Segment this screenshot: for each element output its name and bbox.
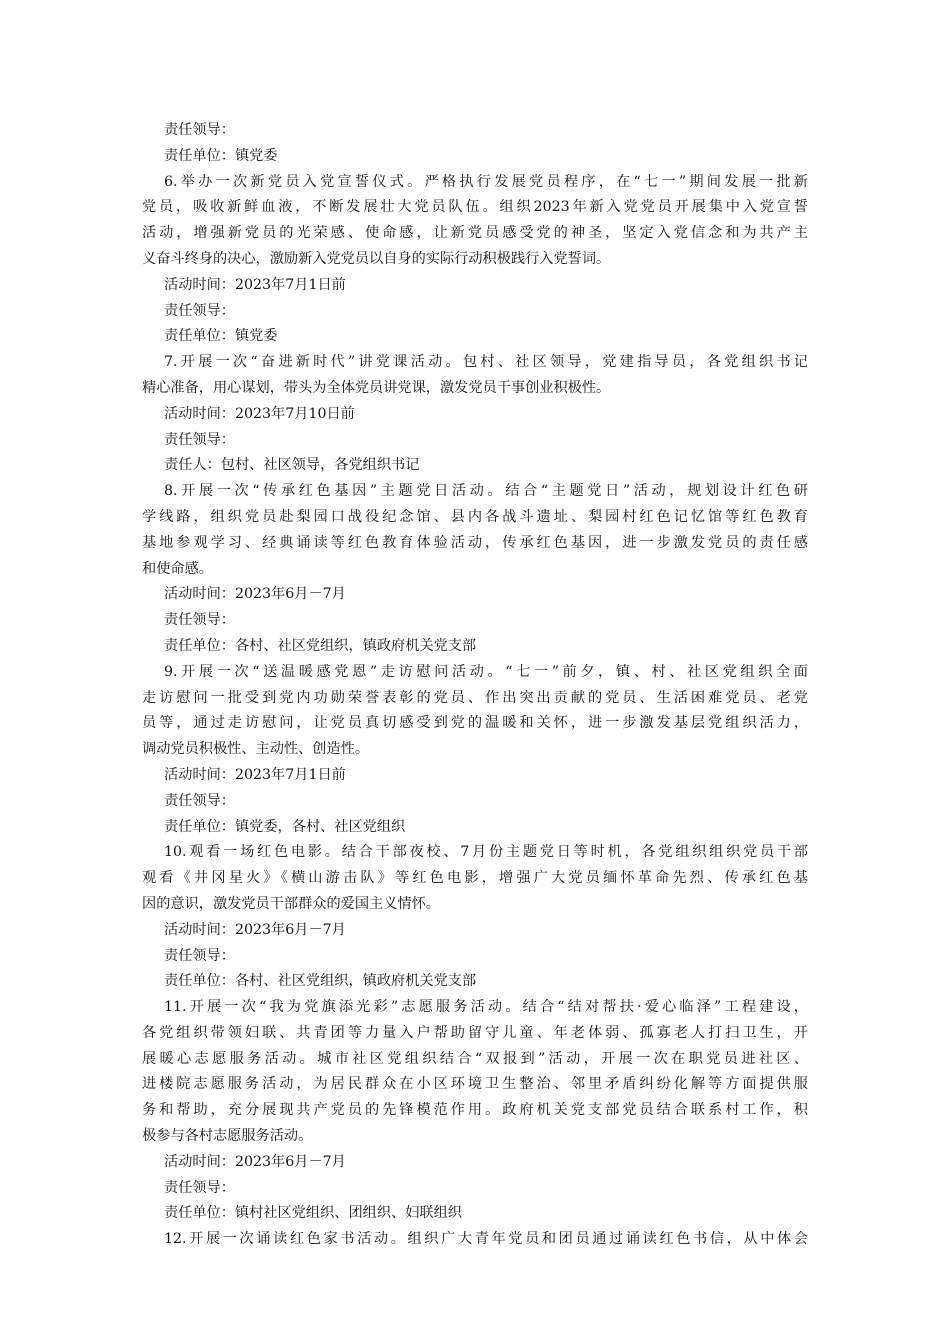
text-line: 责任单位：镇村社区党组织、团组织、妇联组织: [164, 1205, 462, 1222]
text-line: 责任单位：各村、社区党组织，镇政府机关党支部: [164, 637, 477, 654]
text-line: 责任领导：: [164, 431, 235, 448]
text-line: 7.开展一次“奋进新时代”讲党课活动。包村、社区领导，党建指导员，各党组织书记: [164, 354, 808, 371]
text-line: 活动时间：2023年6月－7月: [164, 921, 346, 938]
text-line: 责任领导：: [164, 792, 235, 809]
text-line: 责任单位：各村、社区党组织，镇政府机关党支部: [164, 973, 477, 990]
document-page: [142, 118, 808, 1253]
text-line: 极参与各村志愿服务活动。: [142, 1128, 313, 1145]
text-line: 走访慰问一批受到党内功勋荣誉表彰的党员、作出突出贡献的党员、生活困难党员、老党: [142, 689, 808, 706]
text-line: 责任领导：: [164, 612, 235, 629]
text-line: 学线路，组织党员赴梨园口战役纪念馆、县内各战斗遗址、梨园村红色记忆馆等红色教育: [142, 508, 808, 525]
text-line: 展暖心志愿服务活动。城市社区党组织结合“双报到”活动，开展一次在职党员进社区、: [142, 1050, 808, 1067]
text-line: 责任单位：镇党委: [164, 328, 278, 345]
text-line: 活动时间：2023年7月10日前: [164, 405, 355, 422]
text-line: 基地参观学习、经典诵读等红色教育体验活动，传承红色基因，进一步激发党员的责任感: [142, 534, 808, 551]
text-line: 观看《井冈星火》《横山游击队》等红色电影，增强广大党员缅怀革命先烈、传承红色基: [142, 870, 808, 887]
text-line: 责任人：包村、社区领导，各党组织书记: [164, 457, 420, 474]
text-line: 9.开展一次“送温暖感党恩”走访慰问活动。“七一”前夕，镇、村、社区党组织全面: [164, 663, 808, 680]
text-line: 8.开展一次“传承红色基因”主题党日活动。结合“主题党日”活动，规划设计红色研: [164, 483, 808, 500]
text-line: 责任领导：: [164, 947, 235, 964]
text-line: 调动党员积极性、主动性、创造性。: [142, 741, 370, 758]
text-line: 10.观看一场红色电影。结合干部夜校、7月份主题党日等时机，各党组织组织党员干部: [164, 844, 808, 861]
text-line: 活动时间：2023年6月－7月: [164, 1153, 346, 1170]
text-line: 责任领导：: [164, 302, 235, 319]
text-line: 活动时间：2023年6月－7月: [164, 586, 346, 603]
text-line: 责任领导：: [164, 122, 235, 138]
text-line: 活动时间：2023年7月1日前: [164, 766, 346, 783]
text-line: 义奋斗终身的决心，激励新入党党员以自身的实际行动积极践行入党誓词。: [142, 250, 611, 267]
text-line: 11.开展一次“我为党旗添光彩”志愿服务活动。结合“结对帮扶·爱心临泽”工程建设，: [164, 999, 808, 1016]
text-line: 责任单位：镇党委: [164, 147, 278, 164]
text-line: 进楼院志愿服务活动，为居民群众在小区环境卫生整治、邻里矛盾纠纷化解等方面提供服: [142, 1076, 808, 1093]
text-line: 和使命感。: [142, 560, 213, 577]
text-line: 各党组织带领妇联、共青团等力量入户帮助留守儿童、年老体弱、孤寡老人打扫卫生，开: [142, 1024, 808, 1041]
text-line: 务和帮助，充分展现共产党员的先锋模范作用。政府机关党支部党员结合联系村工作，积: [142, 1102, 808, 1119]
text-line: 6.举办一次新党员入党宣誓仪式。严格执行发展党员程序，在“七一”期间发展一批新: [164, 173, 808, 190]
text-line: 12.开展一次诵读红色家书活动。组织广大青年党员和团员通过诵读红色书信，从中体会: [164, 1231, 808, 1248]
text-line: 活动时间：2023年7月1日前: [164, 276, 346, 293]
text-line: 责任领导：: [164, 1179, 235, 1196]
text-line: 因的意识，激发党员干部群众的爱国主义情怀。: [142, 895, 440, 912]
text-line: 精心准备，用心谋划，带头为全体党员讲党课，激发党员干事创业积极性。: [142, 379, 611, 396]
text-line: 责任单位：镇党委，各村、社区党组织: [164, 818, 406, 835]
text-line: 员等，通过走访慰问，让党员真切感受到党的温暖和关怀，进一步激发基层党组织活力，: [142, 715, 808, 732]
text-line: 党员，吸收新鲜血液，不断发展壮大党员队伍。组织2023年新入党党员开展集中入党宣誓: [142, 199, 808, 216]
text-line: 活动，增强新党员的光荣感、使命感，让新党员感受党的神圣，坚定入党信念和为共产主: [142, 225, 808, 242]
